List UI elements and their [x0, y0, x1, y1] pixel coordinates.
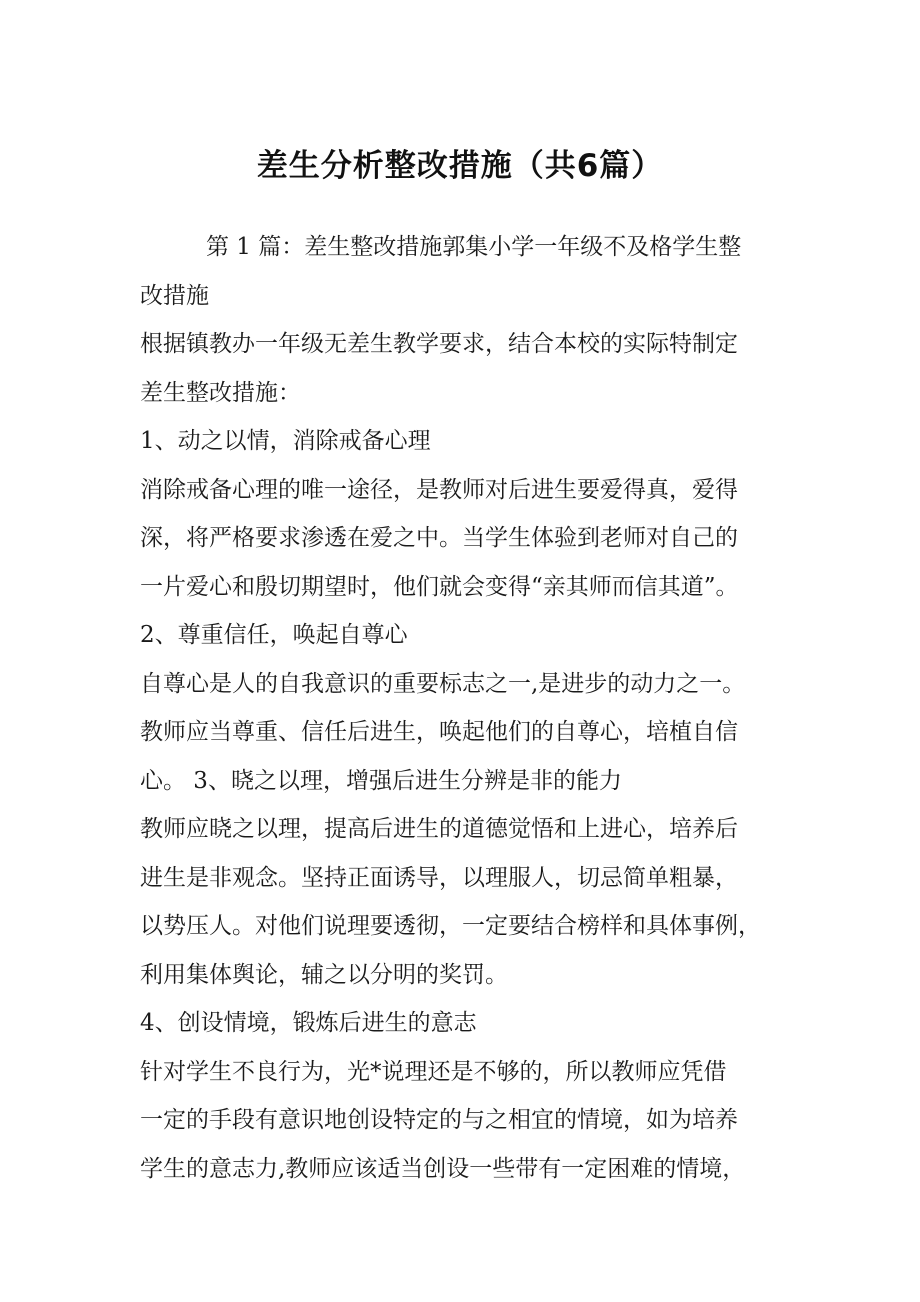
- section-heading: 1、动之以情，消除戒备心理: [140, 428, 431, 454]
- paragraph-line: 第 1 篇：差生整改措施郭集小学一年级不及格学生整: [206, 234, 742, 260]
- paragraph-line: 利用集体舆论，辅之以分明的奖罚。: [140, 961, 508, 988]
- paragraph-line: 差生整改措施：: [140, 379, 301, 406]
- paragraph-line: 以势压人。对他们说理要透彻，一定要结合榜样和具体事例，: [140, 913, 761, 939]
- paragraph-line: 进生是非观念。坚持正面诱导，以理服人，切忌简单粗暴，: [140, 864, 738, 891]
- paragraph-line: 自尊心是人的自我意识的重要标志之一,是进步的动力之一。: [140, 670, 746, 697]
- paragraph-line: 学生的意志力,教师应该适当创设一些带有一定困难的情境，: [140, 1155, 746, 1182]
- paragraph-line: 一定的手段有意识地创设特定的与之相宜的情境，如为培养: [140, 1107, 738, 1133]
- paragraph-line: 消除戒备心理的唯一途径，是教师对后进生要爱得真，爱得: [140, 476, 738, 503]
- section-heading: 2、尊重信任，唤起自尊心: [140, 622, 408, 648]
- paragraph-line: 教师应晓之以理，提高后进生的道德觉悟和上进心，培养后: [140, 816, 738, 842]
- paragraph-line: 根据镇教办一年级无差生教学要求，结合本校的实际特制定: [140, 331, 738, 357]
- paragraph-line: 针对学生不良行为，光*说理还是不够的，所以教师应凭借: [140, 1058, 727, 1085]
- paragraph-line: 一片爱心和殷切期望时，他们就会变得“亲其师而信其道”。: [140, 573, 739, 600]
- paragraph-line: 心。 3、晓之以理，增强后进生分辨是非的能力: [140, 767, 622, 794]
- section-heading: 4、创设情境，锻炼后进生的意志: [140, 1010, 477, 1036]
- paragraph-line: 教师应当尊重、信任后进生，唤起他们的自尊心，培植自信: [140, 719, 738, 745]
- paragraph-line: 深，将严格要求渗透在爱之中。当学生体验到老师对自己的: [140, 525, 738, 551]
- paragraph-line: 改措施: [140, 282, 209, 309]
- document-body: [140, 223, 788, 1193]
- document-title: 差生分析整改措施（共6篇）: [256, 148, 664, 184]
